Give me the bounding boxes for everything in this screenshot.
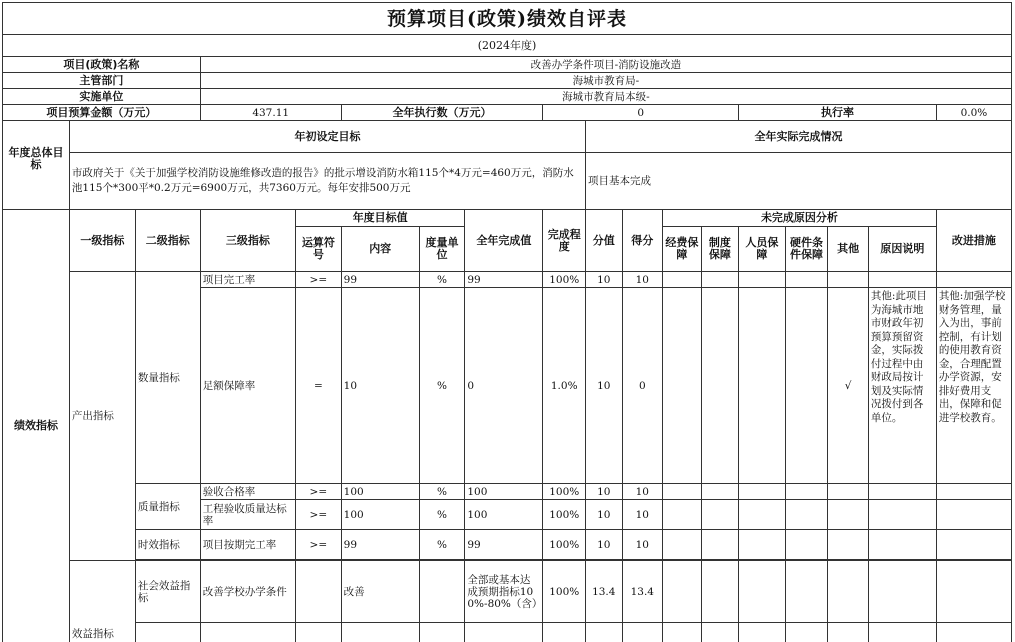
indicator-got: 10 [622, 500, 663, 530]
h-got: 得分 [622, 210, 663, 272]
indicator-degree: 100% [543, 500, 586, 530]
indicator-got: 10 [622, 272, 663, 288]
h-system: 制度保障 [701, 227, 739, 272]
evaluation-sheet [2, 2, 1012, 642]
indicator-name: 工程验收质量达标率 [200, 500, 295, 530]
indicator-op [296, 561, 342, 623]
indicator-op: >= [296, 530, 342, 560]
indicator-name: 验收合格率 [200, 484, 295, 500]
social-benefit-label: 社会效益指标 [135, 561, 200, 623]
project-name-value: 改善办学条件项目-消防设施改造 [200, 57, 1011, 73]
indicator-got: 10 [622, 530, 663, 560]
indicator-score: 10 [586, 530, 623, 560]
h-content: 内容 [341, 227, 419, 272]
indicator-op: >= [296, 484, 342, 500]
indicator-op: >= [296, 272, 342, 288]
h-level3: 三级指标 [200, 210, 295, 272]
h-fund: 经费保障 [663, 227, 702, 272]
indicator-unit: % [419, 500, 465, 530]
indicator-degree: 1.0% [543, 288, 586, 484]
actual-completion-header: 全年实际完成情况 [586, 121, 1012, 153]
indicator-content: 100 [341, 500, 419, 530]
unit-value: 海城市教育局本级- [200, 89, 1011, 105]
h-target: 年度目标值 [296, 210, 465, 227]
indicator-content: 99 [341, 272, 419, 288]
indicator-unit [419, 561, 465, 623]
exec-value: 0 [543, 105, 739, 121]
dept-label: 主管部门 [3, 73, 201, 89]
other-check-mark: √ [828, 288, 869, 484]
indicator-got: 10 [622, 484, 663, 500]
h-other: 其他 [828, 227, 869, 272]
indicator-content: 99 [341, 530, 419, 560]
h-level1: 一级指标 [69, 210, 135, 272]
indicator-full: 0 [465, 288, 543, 484]
quality-indicator-label: 质量指标 [135, 484, 200, 530]
budget-value: 437.11 [200, 105, 341, 121]
indicator-score: 13.4 [586, 561, 623, 623]
unit-label: 实施单位 [3, 89, 201, 105]
indicator-got: 0 [622, 288, 663, 484]
indicator-name: 项目完工率 [200, 272, 295, 288]
annual-goal-label: 年度总体目标 [3, 121, 70, 210]
indicator-full: 100 [465, 484, 543, 500]
evaluation-table [2, 2, 1012, 642]
h-unit: 度量单位 [419, 227, 465, 272]
indicator-score: 10 [586, 272, 623, 288]
h-staff: 人员保障 [739, 227, 786, 272]
initial-goal-header: 年初设定目标 [69, 121, 585, 153]
reason-description: 其他:此项目为海城市地市财政年初预算预留资金，实际拨付过程中由财政局按计划及实际情况拨付到各单位。 [868, 288, 936, 484]
indicator-degree: 100% [543, 272, 586, 288]
indicator-full: 全部或基本达成预期指标100%-80%（含） [465, 561, 543, 623]
project-name-label: 项目(政策)名称 [3, 57, 201, 73]
h-degree: 完成程度 [543, 210, 586, 272]
indicator-degree: 100% [543, 561, 586, 623]
benefit-indicator-label: 效益指标 [69, 561, 135, 642]
report-year: (2024年度) [3, 35, 1012, 57]
performance-indicators-label: 绩效指标 [3, 210, 70, 642]
indicator-content: 10 [341, 288, 419, 484]
indicator-unit: % [419, 530, 465, 560]
h-full-year: 全年完成值 [465, 210, 543, 272]
indicator-name: 足额保障率 [200, 288, 295, 484]
output-indicator-label: 产出指标 [69, 272, 135, 561]
actual-completion-text: 项目基本完成 [586, 153, 1012, 210]
h-improve: 改进措施 [936, 210, 1011, 272]
indicator-unit: % [419, 272, 465, 288]
timeliness-indicator-label: 时效指标 [135, 530, 200, 560]
indicator-full: 99 [465, 530, 543, 560]
indicator-score: 10 [586, 484, 623, 500]
budget-label: 项目预算金额（万元） [3, 105, 201, 121]
improvement-measures: 其他:加强学校财务管理，量入为出，事前控制，有计划的使用教育资金，合理配置办学资源，安排好费用支出，保障和促进学校教育。 [936, 288, 1011, 484]
indicator-degree: 100% [543, 530, 586, 560]
indicator-got: 13.4 [622, 561, 663, 623]
indicator-content: 100 [341, 484, 419, 500]
h-reasons: 未完成原因分析 [663, 210, 937, 227]
exec-label: 全年执行数（万元） [341, 105, 543, 121]
indicator-full: 100 [465, 500, 543, 530]
indicator-op: >= [296, 500, 342, 530]
indicator-degree: 100% [543, 484, 586, 500]
indicator-name: 改善学校办学条件 [200, 561, 295, 623]
h-hardware: 硬件条件保障 [785, 227, 828, 272]
initial-goal-text: 市政府关于《关于加强学校消防设施维修改造的报告》的批示增设消防水箱115个*4万元=460万元，消防水池115个*300平*0.2万元=6900万元，共7360万元。每年安排500万元 [69, 153, 585, 210]
rate-value: 0.0% [936, 105, 1011, 121]
rate-label: 执行率 [739, 105, 937, 121]
indicator-op: = [296, 288, 342, 484]
h-op: 运算符号 [296, 227, 342, 272]
quantity-indicator-label: 数量指标 [135, 272, 200, 484]
indicator-content: 改善 [341, 561, 419, 623]
indicator-name: 项目按期完工率 [200, 530, 295, 560]
page-title: 预算项目(政策)绩效自评表 [3, 3, 1012, 35]
h-score: 分值 [586, 210, 623, 272]
h-level2: 二级指标 [135, 210, 200, 272]
indicator-full: 99 [465, 272, 543, 288]
h-reason-desc: 原因说明 [868, 227, 936, 272]
dept-value: 海城市教育局- [200, 73, 1011, 89]
indicator-score: 10 [586, 500, 623, 530]
indicator-unit: % [419, 288, 465, 484]
indicator-unit: % [419, 484, 465, 500]
indicator-score: 10 [586, 288, 623, 484]
